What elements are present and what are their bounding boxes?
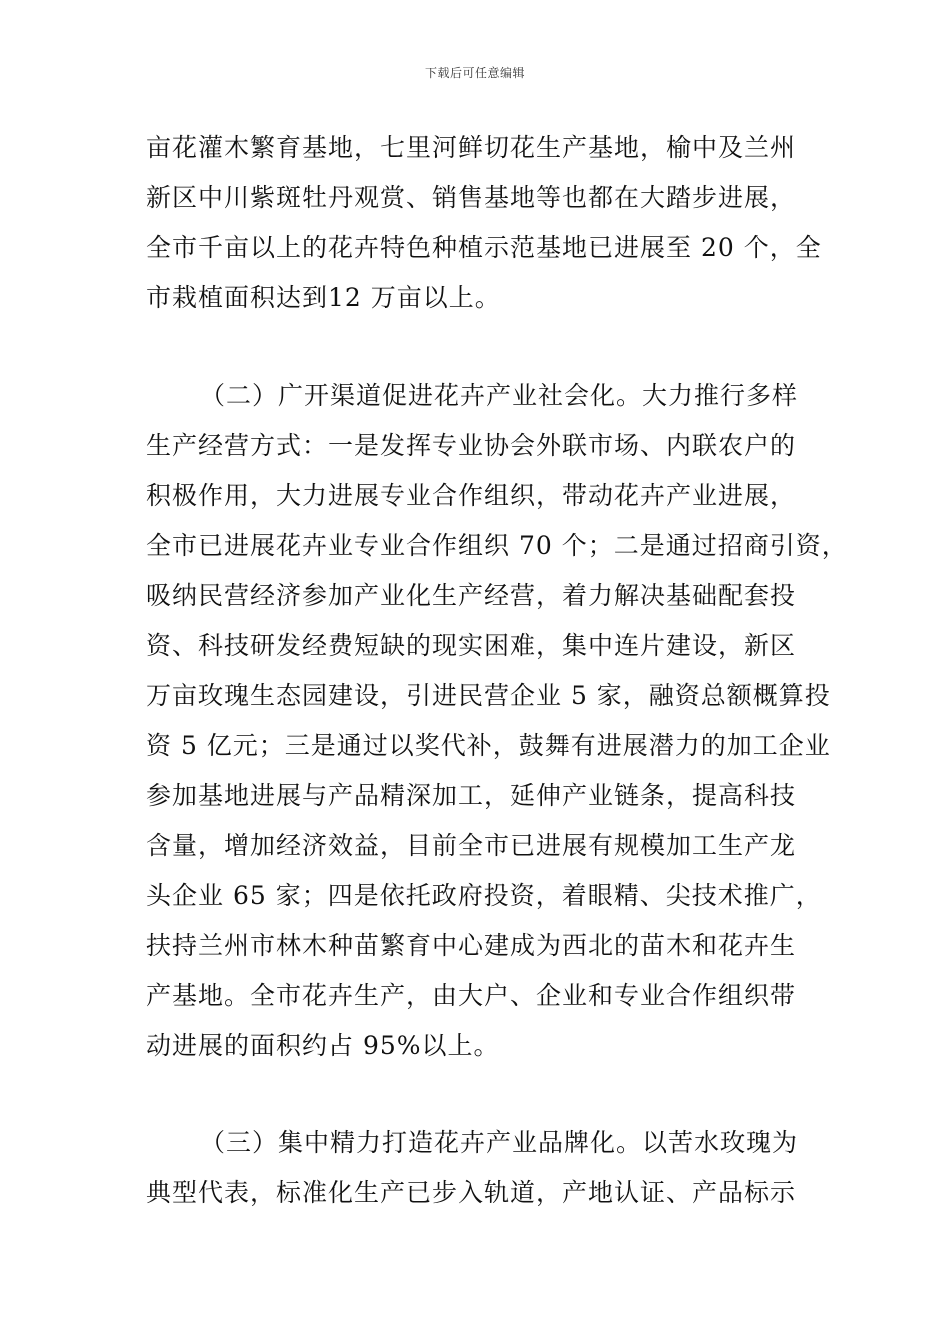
text-line: （二）广开渠道促进花卉产业社会化。大力推行多样 — [200, 381, 799, 410]
text-line: 产基地。全市花卉生产，由大户、企业和专业合作组织带 — [146, 981, 797, 1010]
text-line: 积极作用，大力进展专业合作组织，带动花卉产业进展， — [146, 481, 797, 510]
text-line: 头企业 65 家；四是依托政府投资，着眼精、尖技术推广， — [146, 881, 822, 910]
text-line: 全市千亩以上的花卉特色种植示范基地已进展至 20 个，全 — [146, 233, 822, 262]
text-line: 新区中川紫斑牡丹观赏、销售基地等也都在大踏步进展， — [146, 183, 797, 212]
text-line: 全市已进展花卉业专业合作组织 70 个；二是通过招商引资， — [146, 531, 848, 560]
text-line: 市栽植面积达到12 万亩以上。 — [146, 283, 501, 312]
text-line: 亩花灌木繁育基地，七里河鲜切花生产基地，榆中及兰州 — [146, 133, 797, 162]
text-line: 资 5 亿元；三是通过以奖代补，鼓舞有进展潜力的加工企业 — [146, 731, 831, 760]
text-line: 扶持兰州市林木种苗繁育中心建成为西北的苗木和花卉生 — [146, 931, 797, 960]
text-line: 典型代表，标准化生产已步入轨道，产地认证、产品标示 — [146, 1178, 797, 1207]
text-line: 万亩玫瑰生态园建设，引进民营企业 5 家，融资总额概算投 — [146, 681, 831, 710]
text-line: 资、科技研发经费短缺的现实困难，集中连片建设，新区 — [146, 631, 797, 660]
text-line: 参加基地进展与产品精深加工，延伸产业链条，提高科技 — [146, 781, 797, 810]
text-line: 吸纳民营经济参加产业化生产经营，着力解决基础配套投 — [146, 581, 797, 610]
text-line: （三）集中精力打造花卉产业品牌化。以苦水玫瑰为 — [200, 1128, 799, 1157]
document-header-note: 下载后可任意编辑 — [424, 66, 525, 80]
text-line: 动进展的面积约占 95%以上。 — [146, 1031, 500, 1060]
text-line: 含量，增加经济效益，目前全市已进展有规模加工生产龙 — [146, 831, 797, 860]
text-line: 生产经营方式：一是发挥专业协会外联市场、内联农户的 — [146, 431, 797, 460]
